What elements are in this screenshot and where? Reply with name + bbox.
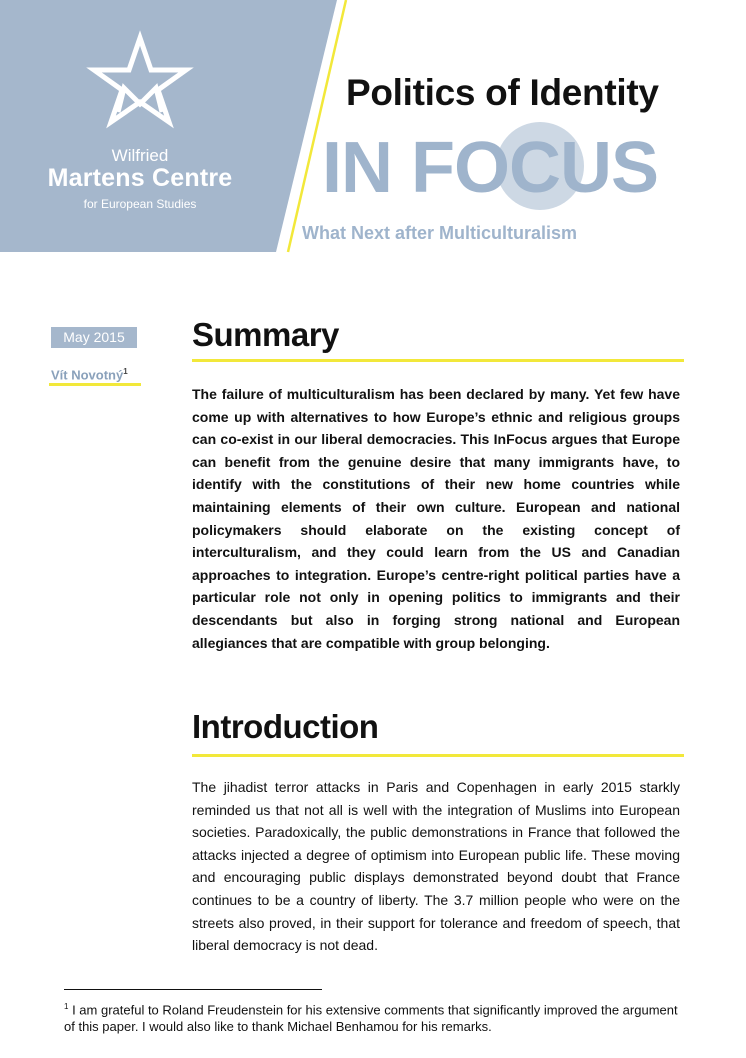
in-focus-label: IN FOCUS xyxy=(322,128,659,208)
summary-paragraph: The failure of multiculturalism has been declared by many. Yet few have come up with alternatives to how Europe’s ethnic and religious groups can co-exist in our liberal democracies. This InFocus argues that Europe can benefit from the genuine desire that many immigrants have, to identify with the constitutions of their new home countries while maintaining elements of their own culture. European and national policymakers should elaborate on the existing concept of interculturalism, and they could learn from the US and Canadian approaches to integration. Europe’s centre-right political parties have a particular role not only in opening politics to immigrants and their descendants but also in forging strong national and European allegiances that are compatible with group belonging. xyxy=(192,386,680,651)
summary-heading: Summary xyxy=(192,316,339,353)
author-name-text: Vít Novotný xyxy=(51,367,124,383)
document-title: Politics of Identity xyxy=(346,72,659,113)
banner-background xyxy=(0,0,337,252)
logo-text-european-studies: for European Studies xyxy=(83,197,197,211)
logo-text-martens-centre: Martens Centre xyxy=(47,164,233,192)
introduction-paragraph: The jihadist terror attacks in Paris and Copenhagen in early 2015 starkly reminded us that not all is well with the integration of Muslims into European societies. Paradoxically, the public demonstrations in France that followed the attacks injected a degree of optimism into European public life. These moving and encouraging public displays demonstrated beyond doubt that France continues to be a country of liberty. The 3.7 million people who were on the streets also proved, in their support for tolerance and freedom of speech, that liberal democracy is not dead. xyxy=(192,779,680,954)
footnote-marker: 1 xyxy=(64,1002,69,1011)
summary-heading-rule xyxy=(192,359,684,362)
author-underline xyxy=(49,383,141,386)
author-footnote-marker[interactable]: 1 xyxy=(123,367,128,376)
logo-text-wilfried: Wilfried xyxy=(111,146,169,165)
author-name xyxy=(51,367,128,382)
date-badge: May 2015 xyxy=(51,327,137,348)
document-subtitle: What Next after Multiculturalism xyxy=(302,223,578,243)
footnote-separator xyxy=(64,989,322,990)
footnote-text: I am grateful to Roland Freudenstein for his extensive comments that significantly improved the argument of this paper. I would also like to thank Michael Benhamou for his remarks. xyxy=(64,1002,678,1035)
in-focus-wordmark xyxy=(300,108,700,220)
introduction-heading: Introduction xyxy=(192,708,379,745)
footnote xyxy=(64,998,684,1035)
introduction-heading-rule xyxy=(192,754,684,757)
